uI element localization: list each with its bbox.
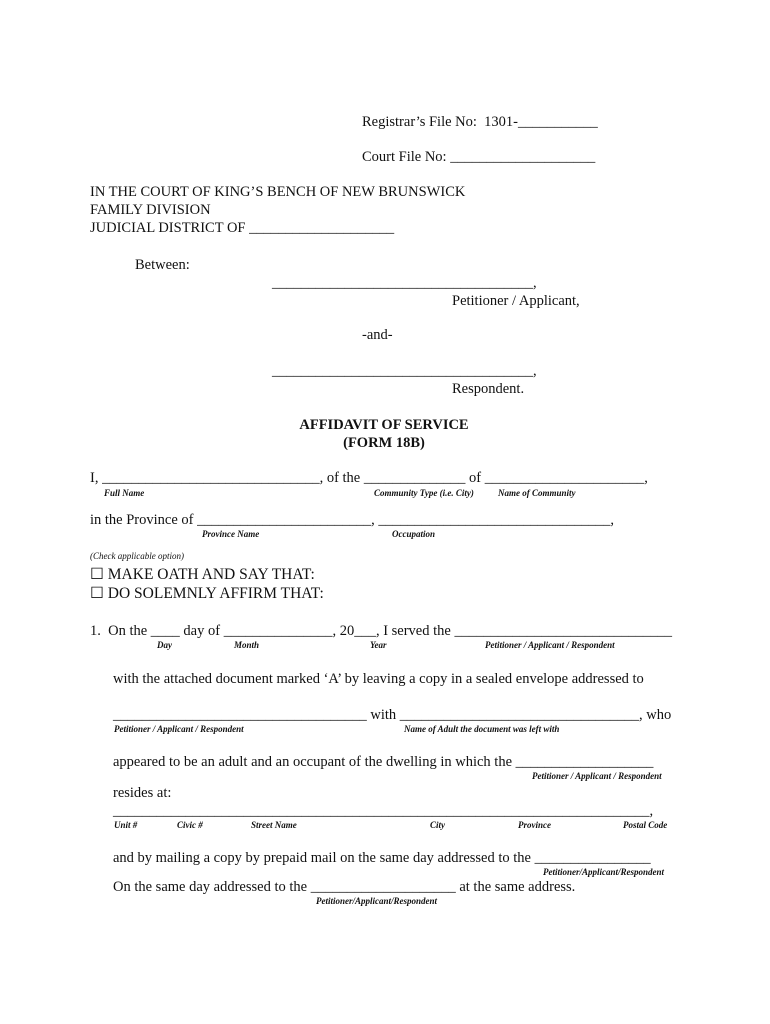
court-file-number: Court File No: ____________________ (362, 149, 596, 165)
adult-name-label: Name of Adult the document was left with (404, 724, 560, 734)
respondent-blank: ____________________________________, (272, 363, 537, 379)
and-separator: -and- (362, 327, 393, 343)
address-blank: __________________________________________________________________________, (113, 803, 654, 819)
day-label: Day (157, 640, 172, 650)
civic-number-label: Civic # (177, 820, 203, 830)
month-label: Month (234, 640, 260, 650)
court-division: FAMILY DIVISION (90, 202, 211, 218)
petitioner-blank: ____________________________________, (272, 275, 537, 291)
deponent-line: I, ______________________________, of the ______________ of ______________________, (90, 470, 648, 486)
served-party-label: Petitioner / Applicant / Respondent (485, 640, 615, 650)
attached-document-line: with the attached document marked ‘A’ by leaving a copy in a sealed envelope addressed to (113, 671, 644, 687)
year-label: Year (370, 640, 387, 650)
mailing-party-label: Petitioner/Applicant/Respondent (543, 867, 665, 877)
form-title: AFFIDAVIT OF SERVICE (299, 417, 469, 433)
province-label: Province (518, 820, 551, 830)
same-day-line: On the same day addressed to the ____________________ at the same address. (113, 879, 576, 895)
postal-code-label: Postal Code (623, 820, 668, 830)
addressee-label: Petitioner / Applicant / Respondent (114, 724, 244, 734)
form-number: (FORM 18B) (343, 435, 425, 451)
resides-at-label: resides at: (113, 785, 172, 801)
make-oath-option: ☐ MAKE OATH AND SAY THAT: (90, 566, 315, 583)
full-name-label: Full Name (104, 488, 145, 498)
court-name: IN THE COURT OF KING’S BENCH OF NEW BRUNSWICK (90, 184, 466, 200)
between-label: Between: (135, 257, 190, 273)
occupation-label: Occupation (392, 529, 436, 539)
occupant-party-label: Petitioner / Applicant / Respondent (532, 771, 662, 781)
service-date-line: 1. On the ____ day of _______________, 20___, I served the ______________________________ (90, 623, 672, 639)
community-type-label: Community Type (i.e. City) (374, 488, 474, 498)
check-option-note: (Check applicable option) (90, 551, 184, 561)
addressee-with-line: ___________________________________ with _________________________________, who (113, 707, 672, 723)
same-day-party-label: Petitioner/Applicant/Respondent (316, 896, 438, 906)
province-line: in the Province of ________________________, ________________________________, (90, 512, 614, 528)
occupant-line: appeared to be an adult and an occupant of the dwelling in which the ___________________ (113, 754, 654, 770)
street-name-label: Street Name (251, 820, 297, 830)
solemnly-affirm-option: ☐ DO SOLEMNLY AFFIRM THAT: (90, 585, 324, 602)
judicial-district: JUDICIAL DISTRICT OF ____________________ (90, 220, 395, 236)
mailing-line: and by mailing a copy by prepaid mail on the same day addressed to the ________________ (113, 850, 651, 866)
registrars-file-number: Registrar’s File No: 1301-___________ (362, 114, 598, 130)
province-name-label: Province Name (202, 529, 260, 539)
community-name-label: Name of Community (498, 488, 576, 498)
petitioner-label: Petitioner / Applicant, (452, 293, 580, 309)
city-label: City (430, 820, 445, 830)
unit-number-label: Unit # (114, 820, 138, 830)
respondent-label: Respondent. (452, 381, 525, 397)
